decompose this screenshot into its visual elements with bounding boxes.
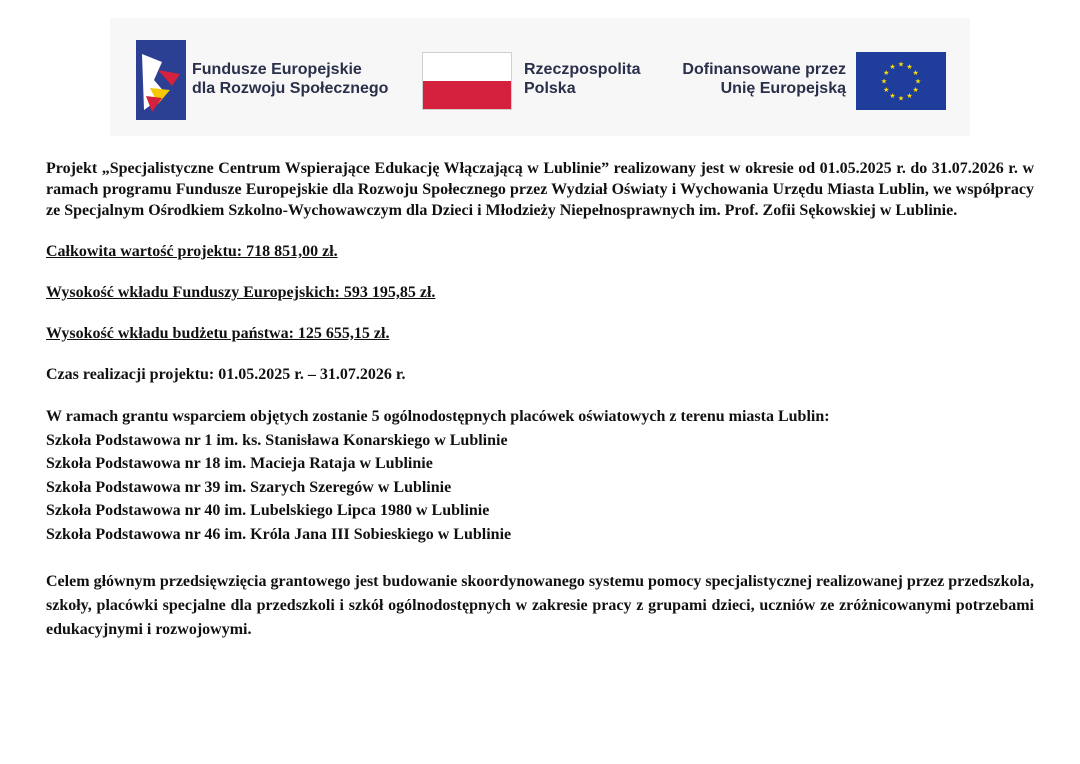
list-item: Szkoła Podstawowa nr 46 im. Króla Jana III Sobieskiego w Lublinie xyxy=(46,525,512,543)
eu-star-icon: ★ xyxy=(883,86,890,94)
schools-intro: W ramach grantu wsparciem objętych zostanie 5 ogólnodostępnych placówek oświatowych z terenu miasta Lublin: xyxy=(46,408,830,425)
eu-star-icon: ★ xyxy=(912,69,919,77)
project-information xyxy=(46,158,1034,642)
polish-flag-icon xyxy=(422,52,512,110)
list-item: Szkoła Podstawowa nr 40 im. Lubelskiego Lipca 1980 w Lublinie xyxy=(46,502,490,519)
list-item: Szkoła Podstawowa nr 18 im. Macieja Rataja w Lublinie xyxy=(46,455,433,472)
rzeczpospolita-polska-label: Rzeczpospolita Polska xyxy=(524,61,641,97)
fundusze-europejskie-logo-icon xyxy=(136,40,186,120)
project-duration: Czas realizacji projektu: 01.05.2025 r. – 31.07.2026 r. xyxy=(46,366,406,383)
eu-flag-icon xyxy=(856,52,946,110)
eu-star-icon: ★ xyxy=(889,92,896,101)
total-value: Całkowita wartość projektu: 718 851,00 zł. xyxy=(46,243,338,260)
state-budget-contribution: Wysokość wkładu budżetu państwa: 125 655,15 zł. xyxy=(46,325,390,342)
schools-list xyxy=(46,405,1034,546)
eu-star-icon: ★ xyxy=(906,62,913,71)
eu-star-icon: ★ xyxy=(880,77,888,86)
eu-contribution: Wysokość wkładu Funduszy Europejskich: 593 195,85 zł. xyxy=(46,284,436,301)
project-description: Projekt „Specjalistyczne Centrum Wspierające Edukację Włączającą w Lublinie” realizowany jest w okresie od 01.05.2025 r. do 31.07.2026 r. w ramach programu Fundusze Europejskie dla Rozwoju Społecznego przez Wydział Oświaty i Wychowania Urzędu Miasta Lublin, we współpracy ze Specjalnym Ośrodkiem Szkolno-Wychowawczym dla Dzieci i Młodzieży Niepełnosprawnych im. Prof. Zofii Sękowskiej w Lublinie. xyxy=(46,160,1034,219)
eu-star-icon: ★ xyxy=(883,69,890,77)
list-item: Szkoła Podstawowa nr 39 im. Szarych Szeregów w Lublinie xyxy=(46,478,452,496)
eu-star-icon: ★ xyxy=(914,77,922,86)
fundusze-europejskie-label: Fundusze Europejskie dla Rozwoju Społecznego xyxy=(192,61,389,97)
eu-star-icon: ★ xyxy=(912,86,919,94)
list-item: Szkoła Podstawowa nr 1 im. ks. Stanisława Konarskiego w Lublinie xyxy=(46,431,508,449)
eu-star-icon: ★ xyxy=(897,60,905,69)
eu-cofinanced-label: Dofinansowane przez Unię Europejską xyxy=(682,61,846,97)
funding-logo-bar xyxy=(110,18,970,136)
eu-star-icon: ★ xyxy=(889,62,896,71)
eu-star-icon: ★ xyxy=(897,94,905,103)
eu-star-icon: ★ xyxy=(906,92,913,101)
project-goal: Celem głównym przedsięwzięcia grantowego jest budowanie skoordynowanego systemu pomocy specjalistycznej realizowanej przez przedszkola, szkoły, placówki specjalne dla przedszkoli i szkół ogólnodostępnych w zakresie pracy z grupami dzieci, uczniów ze zróżnicowanymi potrzebami edukacyjnymi i rozwojowymi. xyxy=(46,573,1034,638)
